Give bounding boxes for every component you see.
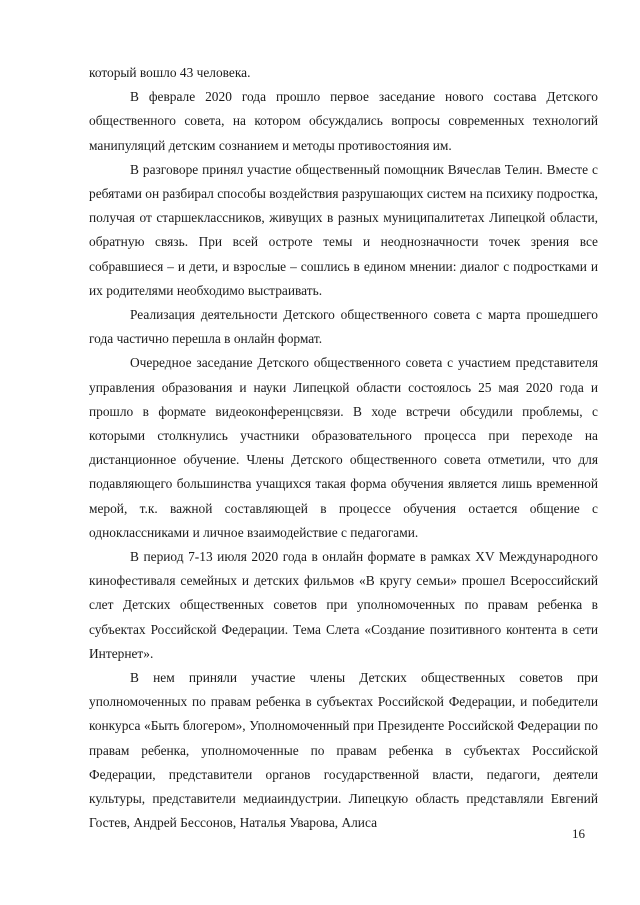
page-number: 16 xyxy=(572,826,585,841)
paragraph-february-meeting: В феврале 2020 года прошло первое заседание нового состава Детского общественного совета, на котором обсуждались вопросы современных технологий манипуляций детским сознанием и методы противостояния им. xyxy=(89,89,598,153)
body-text xyxy=(89,61,598,836)
paragraph-continuation: который вошло 43 человека. xyxy=(89,65,251,80)
paragraph-online-format: Реализация деятельности Детского общественного совета с марта прошедшего года частично перешла в онлайн формат. xyxy=(89,307,598,347)
paragraph-participants: В нем приняли участие члены Детских общественных советов при уполномоченных по правам ребенка в субъектах Российской Федерации, и победители конкурса «Быть блогером», Уполномоченный при Президенте Российской Федерации по правам ребенка, уполномоченные по правам ребенка в субъектах Российской Федерации, представители органов государственной власти, педагоги, деятели культуры, представители медиаиндустрии. Липецкую область представляли Евгений Гостев, Андрей Бессонов, Наталья Уварова, Алиса xyxy=(89,670,598,831)
paragraph-july-rally: В период 7-13 июля 2020 года в онлайн формате в рамках XV Международного кинофестиваля семейных и детских фильмов «В кругу семьи» прошел Всероссийский слет Детских общественных советов при уполномоченных по правам ребенка в субъектах Российской Федерации. Тема Слета «Создание позитивного контента в сети Интернет». xyxy=(89,549,598,661)
paragraph-may-meeting: Очередное заседание Детского общественного совета с участием представителя управления образования и науки Липецкой области состоялось 25 мая 2020 года и прошло в формате видеоконференцсвязи. В ходе встречи обсудили проблемы, с которыми столкнулись участники образовательного процесса при переходе на дистанционное обучение. Члены Детского общественного совета отметили, что для подавляющего большинства учащихся такая форма обучения является лишь временной мерой, т.к. важной составляющей в процессе обучения остается общение с одноклассниками и личное взаимодействие с педагогами. xyxy=(89,355,598,540)
paragraph-discussion: В разговоре принял участие общественный помощник Вячеслав Телин. Вместе с ребятами он разбирал способы воздействия разрушающих систем на психику подростка, получая от старшеклассников, живущих в разных муниципалитетах Липецкой области, обратную связь. При всей остроте темы и неоднозначности точек зрения все собравшиеся – и дети, и взрослые – сошлись в едином мнении: диалог с подростками и их родителями необходимо выстраивать. xyxy=(89,161,598,298)
